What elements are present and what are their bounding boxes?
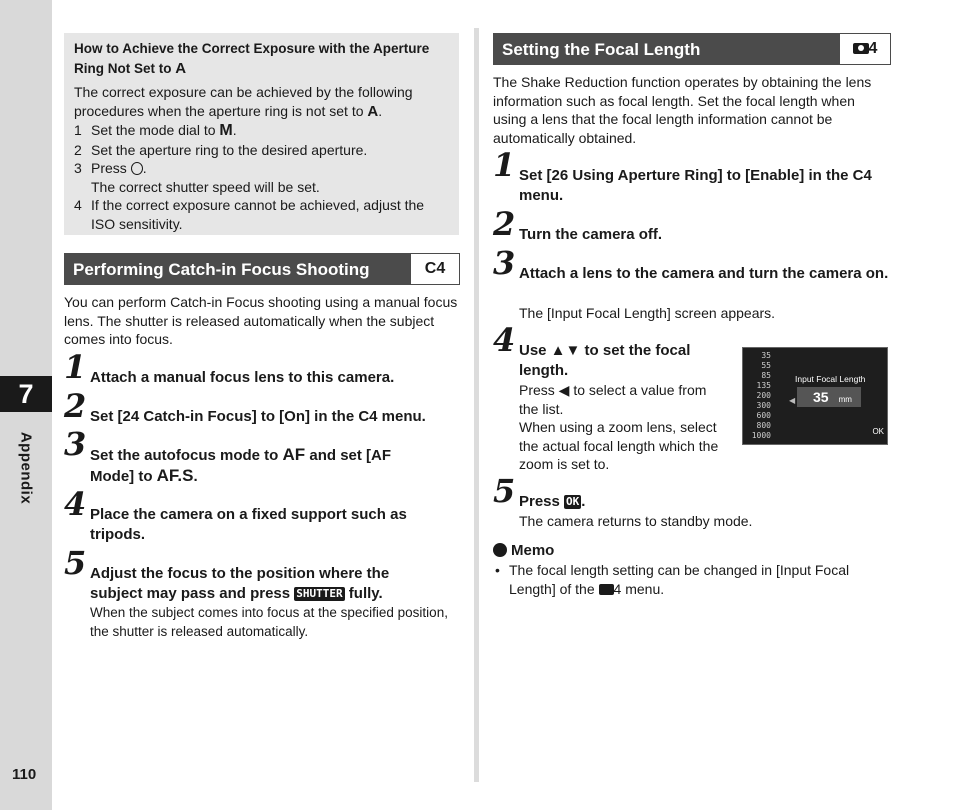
step-text-body: Press bbox=[91, 160, 127, 176]
catchin-menu-tag: C4 bbox=[411, 254, 459, 284]
step-note: The camera returns to standby mode. bbox=[519, 513, 753, 529]
step-text-a: Press bbox=[519, 493, 560, 510]
ok-key-icon: OK bbox=[566, 495, 580, 508]
memo-item-tail: 4 menu. bbox=[613, 581, 665, 597]
step-number: 2 bbox=[493, 205, 516, 243]
step-text: Set the mode dial to M. bbox=[91, 122, 237, 139]
camera-lens bbox=[858, 45, 864, 51]
green-button-icon bbox=[131, 162, 143, 175]
step-number: 2 bbox=[64, 387, 87, 425]
step-note: When the subject comes into focus at the specified position, the shutter is released automatically. bbox=[90, 605, 448, 639]
step-text: Press . bbox=[91, 160, 147, 176]
list-item bbox=[74, 159, 449, 178]
list-item: 55 bbox=[761, 361, 771, 370]
list-item bbox=[74, 196, 449, 233]
step-number: 1 bbox=[74, 122, 82, 138]
step-note: The [Input Focal Length] screen appears. bbox=[519, 305, 776, 321]
step-text-body: Set the mode dial to bbox=[91, 122, 216, 138]
sidebar bbox=[0, 0, 52, 810]
focal-intro: The Shake Reduction function operates by obtaining the lens information such as focal length. Set the focal length when using a lens that the focal length information cannot be automatically obtained. bbox=[493, 74, 872, 147]
focal-section-title: Setting the Focal Length bbox=[502, 40, 701, 59]
focal-length-value bbox=[797, 387, 861, 407]
bullet: • bbox=[495, 562, 500, 578]
list-item bbox=[74, 178, 449, 197]
memo-item bbox=[493, 561, 891, 599]
list-item bbox=[74, 141, 449, 160]
infobox-intro: The correct exposure can be achieved by the following procedures when the aperture ring is not set to A. bbox=[74, 84, 413, 120]
mode-m-icon: M bbox=[219, 122, 233, 139]
step-text: The correct shutter speed will be set. bbox=[91, 178, 320, 195]
infobox-title bbox=[74, 39, 449, 79]
step-number: 3 bbox=[493, 244, 516, 282]
step-number: 4 bbox=[493, 321, 516, 359]
step-text: Turn the camera off. bbox=[519, 226, 663, 243]
list-item: 85 bbox=[761, 371, 771, 380]
step-text-c: . bbox=[193, 468, 198, 485]
step-text: Attach a lens to the camera and turn the camera on. bbox=[519, 265, 889, 282]
catchin-section-title: Performing Catch-in Focus Shooting bbox=[73, 260, 370, 279]
infobox-steps bbox=[74, 121, 449, 233]
list-item: 200 bbox=[756, 391, 771, 400]
step-text: Set the aperture ring to the desired aperture. bbox=[91, 141, 368, 158]
step-text: If the correct exposure cannot be achieved, adjust the ISO sensitivity. bbox=[91, 197, 425, 232]
memo bbox=[493, 541, 850, 597]
page-number: 110 bbox=[12, 766, 37, 783]
list-item: 35 bbox=[761, 351, 771, 360]
aperture-a-icon: A bbox=[175, 60, 187, 77]
af-s-icon: AF.S bbox=[156, 466, 194, 485]
step-number: 2 bbox=[74, 141, 82, 158]
list-item: 800 bbox=[756, 421, 771, 430]
infobox-intro-text: The correct exposure can be achieved by the following procedures when the aperture ring is not set to bbox=[74, 84, 413, 119]
list-item: 135 bbox=[756, 381, 771, 390]
exposure-infobox bbox=[64, 33, 459, 235]
step-text bbox=[519, 492, 889, 512]
step-text: Place the camera on a fixed support such as tripods. bbox=[90, 506, 407, 543]
infobox-title-text: How to Achieve the Correct Exposure with the Aperture Ring Not Set to bbox=[74, 41, 430, 76]
af-icon: AF bbox=[282, 445, 306, 464]
focal-menu-tag-number: 4 bbox=[868, 40, 878, 57]
left-arrow-icon: ◀ bbox=[789, 396, 796, 405]
chapter-number: 7 bbox=[0, 376, 52, 412]
step-number: 3 bbox=[74, 160, 82, 176]
step-text-a: Set the autofocus mode to bbox=[90, 447, 279, 464]
catchin-section-header bbox=[64, 253, 460, 285]
step-text: Set [26 Using Aperture Ring] to [Enable] in the C4 menu. bbox=[519, 167, 872, 204]
step-number: 5 bbox=[64, 544, 87, 582]
pencil-icon bbox=[493, 543, 507, 557]
step-note: Press ◀ to select a value from the list. bbox=[519, 382, 707, 417]
focal-section-header bbox=[493, 33, 891, 65]
step-number: 5 bbox=[493, 472, 516, 510]
step-text bbox=[90, 564, 430, 604]
focal-length-number: 35 bbox=[813, 389, 829, 405]
list-item: 1000 bbox=[751, 431, 771, 440]
step-text-b: . bbox=[581, 493, 586, 510]
camera-icon bbox=[599, 584, 614, 595]
list-item bbox=[74, 121, 449, 141]
focal-menu-tag bbox=[840, 34, 890, 64]
step-note: When using a zoom lens, select the actual focal length which the zoom is set to. bbox=[519, 419, 719, 472]
screen-ok: OK bbox=[872, 427, 884, 436]
step-number: 1 bbox=[493, 146, 516, 184]
step-text-b: and set [AF Mode] to bbox=[90, 447, 392, 485]
step-number: 1 bbox=[64, 348, 87, 386]
catchin-intro: You can perform Catch-in Focus shooting using a manual focus lens. The shutter is released automatically when the subject comes into focus. bbox=[64, 294, 458, 348]
focal-length-unit: mm bbox=[838, 395, 852, 404]
step-number: 3 bbox=[64, 425, 87, 463]
list-item: 600 bbox=[756, 411, 771, 420]
step-text: Use ▲▼ to set the focal length. bbox=[519, 342, 691, 379]
list-item: 300 bbox=[756, 401, 771, 410]
column-divider bbox=[474, 28, 479, 782]
screen-title: Input Focal Length bbox=[795, 374, 866, 384]
memo-title bbox=[493, 541, 554, 560]
camera-icon bbox=[853, 43, 869, 54]
chapter-label: Appendix bbox=[17, 431, 35, 505]
input-focal-length-screen bbox=[742, 347, 888, 445]
memo-title-text: Memo bbox=[511, 542, 555, 559]
step-number: 4 bbox=[74, 197, 82, 213]
step-text-a: Adjust the focus to the position where the subject may pass and press bbox=[90, 565, 390, 602]
memo-item-text: The focal length setting can be changed in [Input Focal Length] of the bbox=[509, 562, 850, 597]
step-text: Set [24 Catch-in Focus] to [On] in the C4 menu. bbox=[90, 408, 426, 425]
step-text bbox=[90, 445, 435, 487]
step-number: 4 bbox=[64, 485, 87, 523]
step-text: Attach a manual focus lens to this camera. bbox=[90, 369, 395, 386]
chapter-label-wrap bbox=[6, 418, 46, 518]
focal-value-list bbox=[745, 351, 771, 441]
aperture-a-icon: A bbox=[367, 103, 379, 120]
step-text-b: fully. bbox=[348, 585, 383, 602]
shutter-key-icon: SHUTTER bbox=[296, 587, 343, 600]
